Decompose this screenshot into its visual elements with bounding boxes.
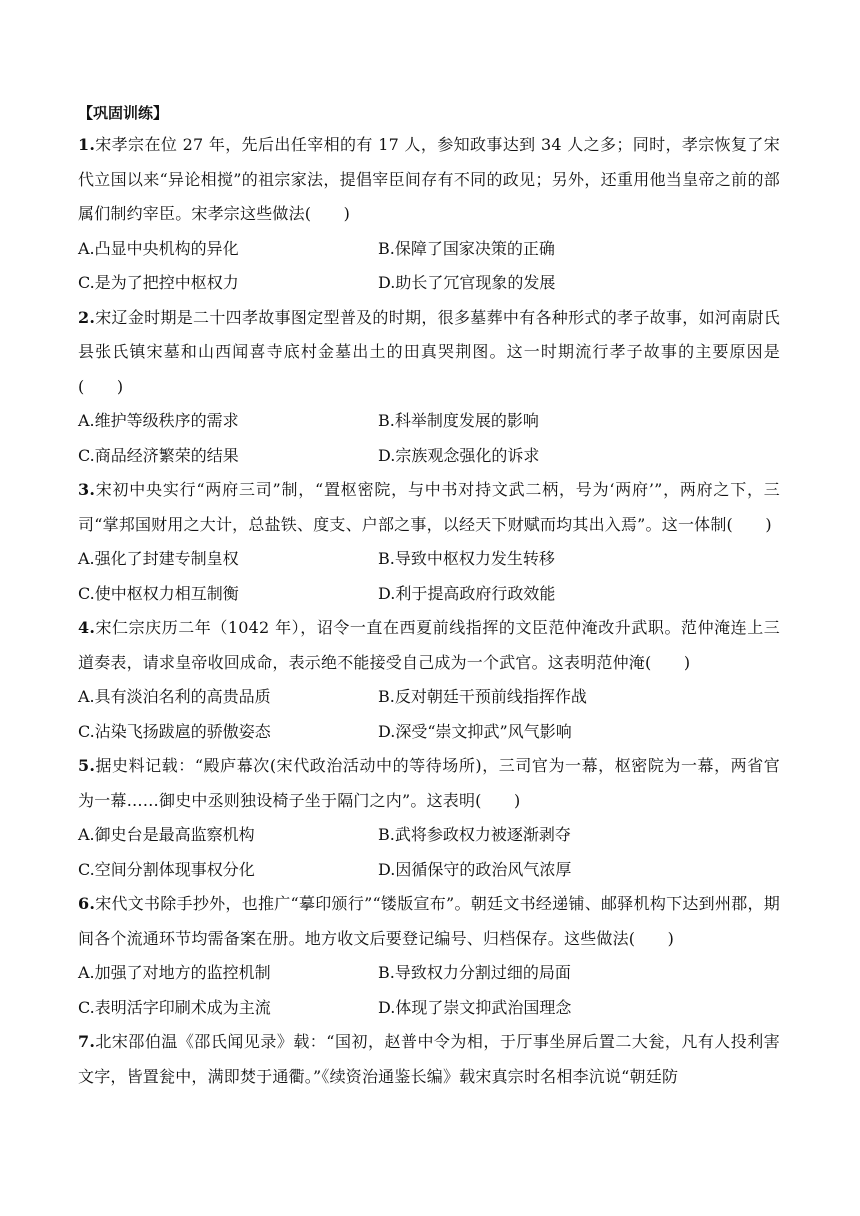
question-3 [78, 473, 780, 611]
question-5 [78, 749, 780, 887]
option-c: C.表明活字印刷术成为主流 [78, 997, 271, 1017]
question-number: 4. [78, 618, 96, 637]
option-c: C.是为了把控中枢权力 [78, 273, 239, 292]
question-text: 宋辽金时期是二十四孝故事图定型普及的时期，很多墓葬中有各种形式的孝子故事，如河南尉氏县张氏镇宋墓和山西闻喜寺底村金墓出土的田真哭荆图。这一时期流行孝子故事的主要原因是( ) [78, 307, 780, 396]
options [78, 956, 780, 1025]
question-stem [78, 611, 780, 680]
question-number: 1. [78, 135, 96, 154]
options [78, 818, 780, 887]
option-c: C.空间分割体现事权分化 [78, 859, 255, 879]
question-7 [78, 1025, 780, 1094]
option-c: C.商品经济繁荣的结果 [78, 445, 239, 465]
option-a: A.御史台是最高监察机构 [78, 825, 255, 844]
option-a: A.具有淡泊名利的高贵品质 [78, 687, 271, 706]
question-stem [78, 1025, 780, 1094]
question-number: 7. [78, 1032, 96, 1051]
option-a: A.强化了封建专制皇权 [78, 549, 239, 568]
question-text: 据史料记载：“殿庐幕次(宋代政治活动中的等待场所)，三司官为一幕，枢密院为一幕，两省官为一幕……御史中丞则独设椅子坐于隔门之内”。这表明( ) [78, 756, 780, 810]
option-d: D.助长了冗官现象的发展 [378, 273, 556, 292]
option-d: D.体现了崇文抑武治国理念 [378, 997, 572, 1017]
question-6 [78, 887, 780, 1025]
options [78, 404, 780, 473]
question-stem [78, 887, 780, 956]
question-number: 5. [78, 756, 96, 775]
question-stem [78, 301, 780, 405]
options [78, 232, 780, 301]
section-title: 【巩固训练】 [78, 104, 169, 122]
options [78, 680, 780, 749]
question-text: 宋代文书除手抄外，也推广“摹印颁行”“镂版宣布”。朝廷文书经递铺、邮驿机构下达到州郡，期间各个流通环节均需备案在册。地方收文后要登记编号、归档保存。这些做法( ) [78, 894, 780, 948]
option-c: C.沾染飞扬跋扈的骄傲姿态 [78, 721, 271, 741]
document-page [78, 100, 780, 1094]
option-d: D.因循保守的政治风气浓厚 [378, 859, 572, 879]
question-text: 宋孝宗在位 27 年，先后出任宰相的有 17 人，参知政事达到 34 人之多；同时，孝宗恢复了宋代立国以来“异论相搅”的祖宗家法，提倡宰臣间存有不同的政见；另外，还重用他当皇帝之前的部属们制约宰臣。宋孝宗这些做法( ) [78, 135, 780, 223]
option-b: B.武将参政权力被逐渐剥夺 [378, 825, 571, 844]
question-text: 宋初中央实行“两府三司”制，“置枢密院，与中书对持文武二柄，号为‘两府’”，两府之下，三司“掌邦国财用之大计，总盐铁、度支、户部之事，以经天下财赋而均其出入焉”。这一体制( ) [78, 480, 780, 534]
question-stem [78, 749, 780, 818]
options [78, 542, 780, 611]
question-number: 2. [78, 307, 96, 327]
question-2 [78, 301, 780, 474]
option-b: B.导致权力分割过细的局面 [378, 963, 571, 982]
question-text: 北宋邵伯温《邵氏闻见录》载：“国初，赵普中令为相，于厅事坐屏后置二大瓮，凡有人投利害文字，皆置瓮中，满即焚于通衢。”《续资治通鉴长编》载宋真宗时名相李沆说“朝廷防 [78, 1032, 780, 1086]
option-d: D.深受“崇文抑武”风气影响 [378, 721, 572, 741]
option-b: B.导致中枢权力发生转移 [378, 549, 555, 568]
question-stem [78, 128, 780, 232]
option-a: A.维护等级秩序的需求 [78, 411, 239, 430]
question-4 [78, 611, 780, 749]
question-text: 宋仁宗庆历二年（1042 年），诏令一直在西夏前线指挥的文臣范仲淹改升武职。范仲淹连上三道奏表，请求皇帝收回成命，表示绝不能接受自己成为一个武官。这表明范仲淹( ) [78, 618, 780, 672]
question-number: 6. [78, 894, 96, 913]
option-b: B.保障了国家决策的正确 [378, 238, 555, 258]
option-d: D.利于提高政府行政效能 [378, 583, 556, 603]
option-b: B.反对朝廷干预前线指挥作战 [378, 687, 587, 706]
option-a: A.加强了对地方的监控机制 [78, 963, 271, 982]
option-d: D.宗族观念强化的诉求 [378, 445, 540, 465]
option-a: A.凸显中央机构的异化 [78, 238, 239, 258]
question-number: 3. [78, 480, 96, 499]
option-b: B.科举制度发展的影响 [378, 411, 539, 430]
question-1 [78, 128, 780, 301]
question-stem [78, 473, 780, 542]
option-c: C.使中枢权力相互制衡 [78, 583, 239, 603]
